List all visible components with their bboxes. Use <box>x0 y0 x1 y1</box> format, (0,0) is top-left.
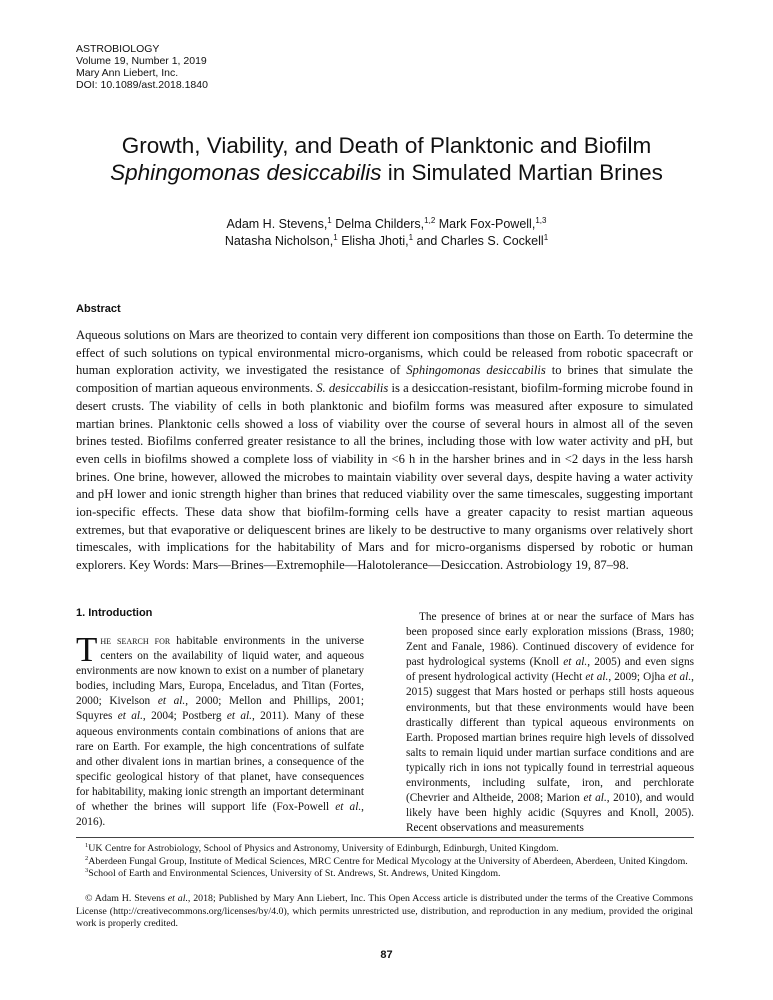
copyright-notice <box>76 893 693 931</box>
text-run: , 2015) suggest that Mars hosted or perhaps still hosts aqueous environments, but that these environments would have been drastically different than typical aqueous environments on Earth. Proposed martian brines require high levels of dissolved salts to remain liquid under martian surface conditions and are typically rich in ions not typically found in terrestrial aqueous environments, including sulfate, iron, and perchlorate (Chevrier and Altheide, 2008; Marion <box>406 671 694 805</box>
copyright-text: , 2018; Published by Mary Ann Liebert, Inc. This Open Access article is distributed under the terms of the Creative Commons License (http://creativecommons.org/licenses/by/4.0), which permits unrestricted use, distribution, and reproduction in any medium, provided the original work is properly credited. <box>76 893 693 929</box>
author-affiliation: 1,3 <box>535 216 547 225</box>
text-run: , 2011). Many of these aqueous environments contain combinations of anions that are rare on Earth. For example, the high concentrations of sulfate and other divalent ions in martian brines, a consequence of the specific geological history of that planet, have consequences for habitability, making ionic strength an important determinant of whether the brines will support life (Fox-Powell <box>76 710 364 814</box>
footnote-number: 2 <box>85 854 89 862</box>
footnote <box>76 868 693 881</box>
author-name: and Charles S. Cockell <box>416 234 544 248</box>
author-affiliation: 1 <box>327 216 332 225</box>
author-list <box>60 216 713 250</box>
title-line-1: Growth, Viability, and Death of Planktonic and Biofilm <box>121 133 652 158</box>
title-line-2: in Simulated Martian Brines <box>381 160 663 185</box>
journal-header <box>76 43 208 91</box>
author-affiliation: 1 <box>333 233 338 242</box>
footnote <box>76 843 693 856</box>
author-line-1 <box>60 216 713 233</box>
intro-paragraph-2 <box>406 610 694 836</box>
footnote <box>76 856 693 869</box>
text-run: , 2005) and even signs of present hydrological activity (Hecht <box>406 656 694 684</box>
et-al: et al. <box>583 792 607 805</box>
footnote-number: 3 <box>85 867 89 874</box>
text-run: The presence of brines at or near the surface of Mars has been proposed since early exploration missions (Brass, 1980; Zent and Fanale, 1986). Continued discovery of evidence for past hydrological systems (Knoll <box>406 611 694 669</box>
author-name: Delma Childers, <box>335 217 425 231</box>
section-heading-introduction: 1. Introduction <box>76 607 153 619</box>
journal-publisher: Mary Ann Liebert, Inc. <box>76 67 179 79</box>
et-al: et al. <box>117 710 143 723</box>
author-affiliation: 1,2 <box>424 216 436 225</box>
footnote-number: 1 <box>85 842 89 849</box>
author-name: Mark Fox-Powell, <box>438 217 536 231</box>
article-title <box>60 132 713 186</box>
et-al: et al. <box>335 801 362 814</box>
author-line-2 <box>60 233 713 250</box>
title-species: Sphingomonas desiccabilis <box>110 160 382 185</box>
et-al: et al. <box>668 671 692 684</box>
page-number: 87 <box>380 949 393 961</box>
et-al: et al. <box>585 671 609 684</box>
abstract-text <box>76 327 693 575</box>
footnote-divider <box>76 837 694 838</box>
drop-cap: T <box>76 630 98 669</box>
copyright-text: © Adam H. Stevens <box>85 893 168 904</box>
smallcaps-lead: he search for <box>100 635 171 647</box>
abstract-species: Sphingomonas desiccabilis <box>406 363 546 378</box>
journal-volume: Volume 19, Number 1, 2019 <box>76 55 207 67</box>
footnote-text: School of Earth and Environmental Sciences, University of St. Andrews, St. Andrews, United Kingdom. <box>88 868 501 879</box>
author-name: Adam H. Stevens, <box>226 217 328 231</box>
text-run: , 2016). <box>76 801 364 829</box>
journal-doi: DOI: 10.1089/ast.2018.1840 <box>76 79 208 91</box>
text-run: , 2000; Mellon and Phillips, 2001; Squyres <box>76 695 364 723</box>
abstract-heading: Abstract <box>76 303 121 315</box>
intro-paragraph-1 <box>76 630 364 830</box>
abstract-species: S. desiccabilis <box>316 381 389 396</box>
abstract-part: is a desiccation-resistant, biofilm-forming microbe found in desert crusts. The viability of cells in both planktonic and biofilm forms was measured after exposure to simulated martian brines. Planktonic cells showed a loss of viability over the course of several hours in almost all of the seven brines tested. Biofilms conferred greater resistance to all the brines, including those with low water activity and pH, but even cells in biofilms showed a complete loss of viability in <6 h in the harsher brines and in <2 days in the less harsh brines. One brine, however, allowed the microbes to maintain viability over several days, despite having a water activity and pH lower and ionic strength higher than brines that reduced viability over the same timescales, suggesting important ion-specific effects. These data show that biofilm-forming cells have a greater capacity to resist martian aqueous extremes, but that evaporative or deliquescent brines are likely to be destructive to many organisms over relatively short timescales, with implications for the habitability of Mars and for micro-organisms dispersed by robotic or human explorers. Key Words: Mars—Brines—Extremophile—Halotolerance—Desiccation. Astrobiology 19, 87–98. <box>76 381 693 573</box>
text-run: , 2009; Ojha <box>608 671 669 684</box>
text-run: , 2010), and would likely have been highly acidic (Squyres and Knoll, 2005). Recent observations and measurements <box>406 792 694 835</box>
et-al: et al. <box>157 695 186 708</box>
abstract-part: Aqueous solutions on Mars are theorized to contain very different ion compositions than those on Earth. To determine the effect of such solutions on typical environmental micro-organisms, which could be released from robotic spacecraft or human exploration activity, we investigated the resistance of <box>76 328 693 378</box>
footnotes <box>76 843 693 881</box>
footnote-text: Aberdeen Fungal Group, Institute of Medical Sciences, MRC Centre for Medical Mycology at the University of Aberdeen, Aberdeen, United Kingdom. <box>88 855 688 867</box>
et-al: et al. <box>226 710 252 723</box>
abstract-part: to brines that simulate the composition of martian aqueous environments. <box>76 363 693 396</box>
journal-name: ASTROBIOLOGY <box>76 43 160 55</box>
author-affiliation: 1 <box>543 233 549 242</box>
et-al: et al. <box>563 656 588 669</box>
right-column <box>406 610 694 836</box>
text-run: habitable environments in the universe centers on the availability of liquid water, and aqueous environments are now known to exist on a number of planetary bodies, including Mars, Europa, Enceladus, and Titan (Fortes, 2000; Kivelson <box>76 635 364 708</box>
author-name: Elisha Jhoti, <box>341 234 409 248</box>
left-column <box>76 607 364 830</box>
author-affiliation: 1 <box>408 233 414 242</box>
et-al: et al. <box>167 893 188 904</box>
text-run: , 2004; Postberg <box>142 710 227 723</box>
author-name: Natasha Nicholson, <box>224 234 334 248</box>
footnote-text: UK Centre for Astrobiology, School of Physics and Astronomy, University of Edinburgh, Edinburgh, United Kingdom. <box>88 843 559 854</box>
